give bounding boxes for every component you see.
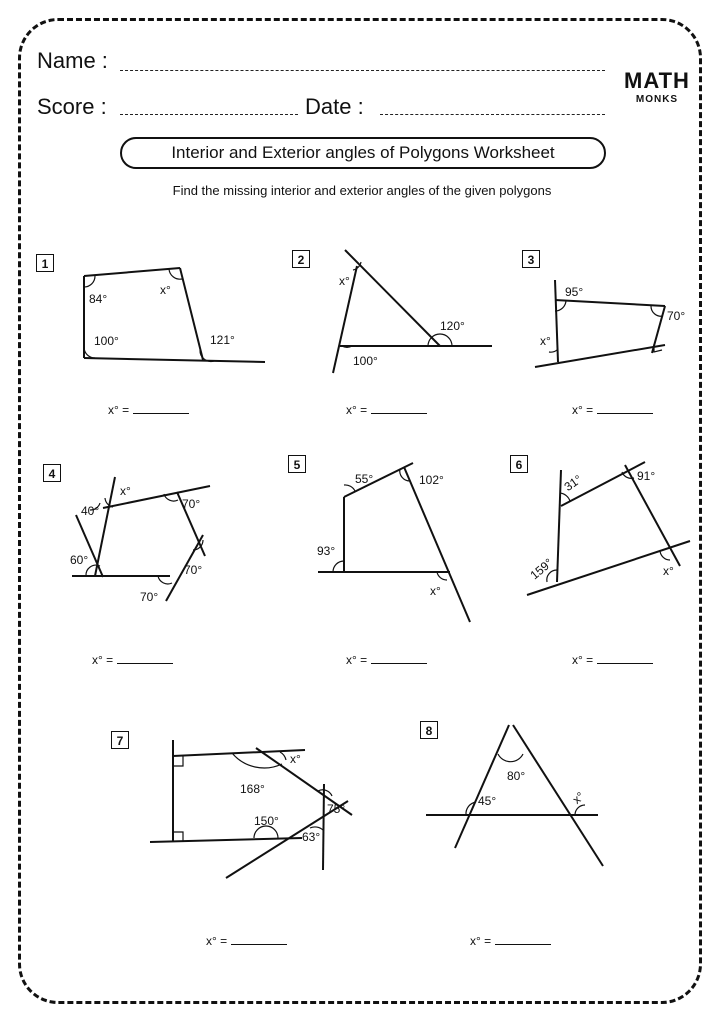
angle-label: x°	[663, 564, 674, 578]
answer-4[interactable]	[92, 653, 173, 667]
date-label: Date :	[305, 94, 364, 119]
angle-label: 120°	[440, 319, 465, 333]
angle-label: 70°	[667, 309, 686, 323]
answer-blank[interactable]	[117, 653, 173, 664]
answer-blank[interactable]	[495, 934, 551, 945]
angle-label: 75°	[327, 802, 346, 816]
answer-2[interactable]	[346, 403, 427, 417]
problem-1-number: 1	[36, 254, 54, 272]
answer-prompt: x° =	[92, 653, 114, 667]
angle-label: 70°	[140, 590, 159, 604]
answer-prompt: x° =	[346, 403, 368, 417]
angle-label: 100°	[94, 334, 119, 348]
problem-7-number: 7	[111, 731, 129, 749]
answer-6[interactable]	[572, 653, 653, 667]
figure-5	[318, 463, 470, 622]
figure-4	[72, 477, 210, 601]
answer-blank[interactable]	[133, 403, 189, 414]
angle-label: 45°	[478, 794, 497, 808]
angle-label: x°	[120, 484, 131, 498]
angle-label: 84°	[89, 292, 108, 306]
answer-prompt: x° =	[572, 653, 594, 667]
angle-label: x°	[569, 789, 588, 807]
answer-prompt: x° =	[206, 934, 228, 948]
figure-3	[535, 280, 665, 367]
answer-blank[interactable]	[597, 653, 653, 664]
instructions: Find the missing interior and exterior angles of the given polygons	[172, 183, 552, 198]
answer-blank[interactable]	[597, 403, 653, 414]
answer-1[interactable]	[108, 403, 189, 417]
problem-2-number: 2	[292, 250, 310, 268]
angle-label: 63°	[302, 830, 321, 844]
answer-prompt: x° =	[346, 653, 368, 667]
answer-3[interactable]	[572, 403, 653, 417]
score-label: Score :	[37, 94, 107, 119]
angle-label: 100°	[353, 354, 378, 368]
logo-line2: MONKS	[635, 94, 679, 105]
problem-8-number: 8	[420, 721, 438, 739]
problem-6-number: 6	[510, 455, 528, 473]
angle-label: x°	[339, 274, 350, 288]
angle-label: 80°	[507, 769, 526, 783]
answer-prompt: x° =	[572, 403, 594, 417]
angle-label: 40°	[81, 504, 100, 518]
angle-label: x°	[430, 584, 441, 598]
answer-prompt: x° =	[108, 403, 130, 417]
worksheet-title: Interior and Exterior angles of Polygons Worksheet	[120, 137, 606, 169]
answer-5[interactable]	[346, 653, 427, 667]
angle-label: 70°	[184, 563, 203, 577]
angle-label: x°	[540, 334, 551, 348]
answer-8[interactable]	[470, 934, 551, 948]
angle-label: x°	[160, 283, 171, 297]
angle-label: 31°	[561, 472, 585, 494]
angle-label: 168°	[240, 782, 265, 796]
problem-4-number: 4	[43, 464, 61, 482]
angle-label: 55°	[355, 472, 374, 486]
angle-label: 102°	[419, 473, 444, 487]
angle-label: 95°	[565, 285, 584, 299]
answer-blank[interactable]	[371, 403, 427, 414]
angle-label: 121°	[210, 333, 235, 347]
angle-label: 91°	[637, 469, 656, 483]
angle-label: x°	[290, 752, 301, 766]
angle-label: 93°	[317, 544, 336, 558]
answer-blank[interactable]	[231, 934, 287, 945]
angle-label: 70°	[182, 497, 201, 511]
answer-7[interactable]	[206, 934, 287, 948]
logo-line1: MATH	[624, 68, 690, 93]
angle-label: 159°	[527, 555, 556, 583]
answer-blank[interactable]	[371, 653, 427, 664]
problem-5-number: 5	[288, 455, 306, 473]
answer-prompt: x° =	[470, 934, 492, 948]
problem-3-number: 3	[522, 250, 540, 268]
angle-label: 150°	[254, 814, 279, 828]
angle-label: 60°	[70, 553, 89, 567]
figure-7	[150, 740, 352, 878]
name-label: Name :	[37, 48, 108, 73]
